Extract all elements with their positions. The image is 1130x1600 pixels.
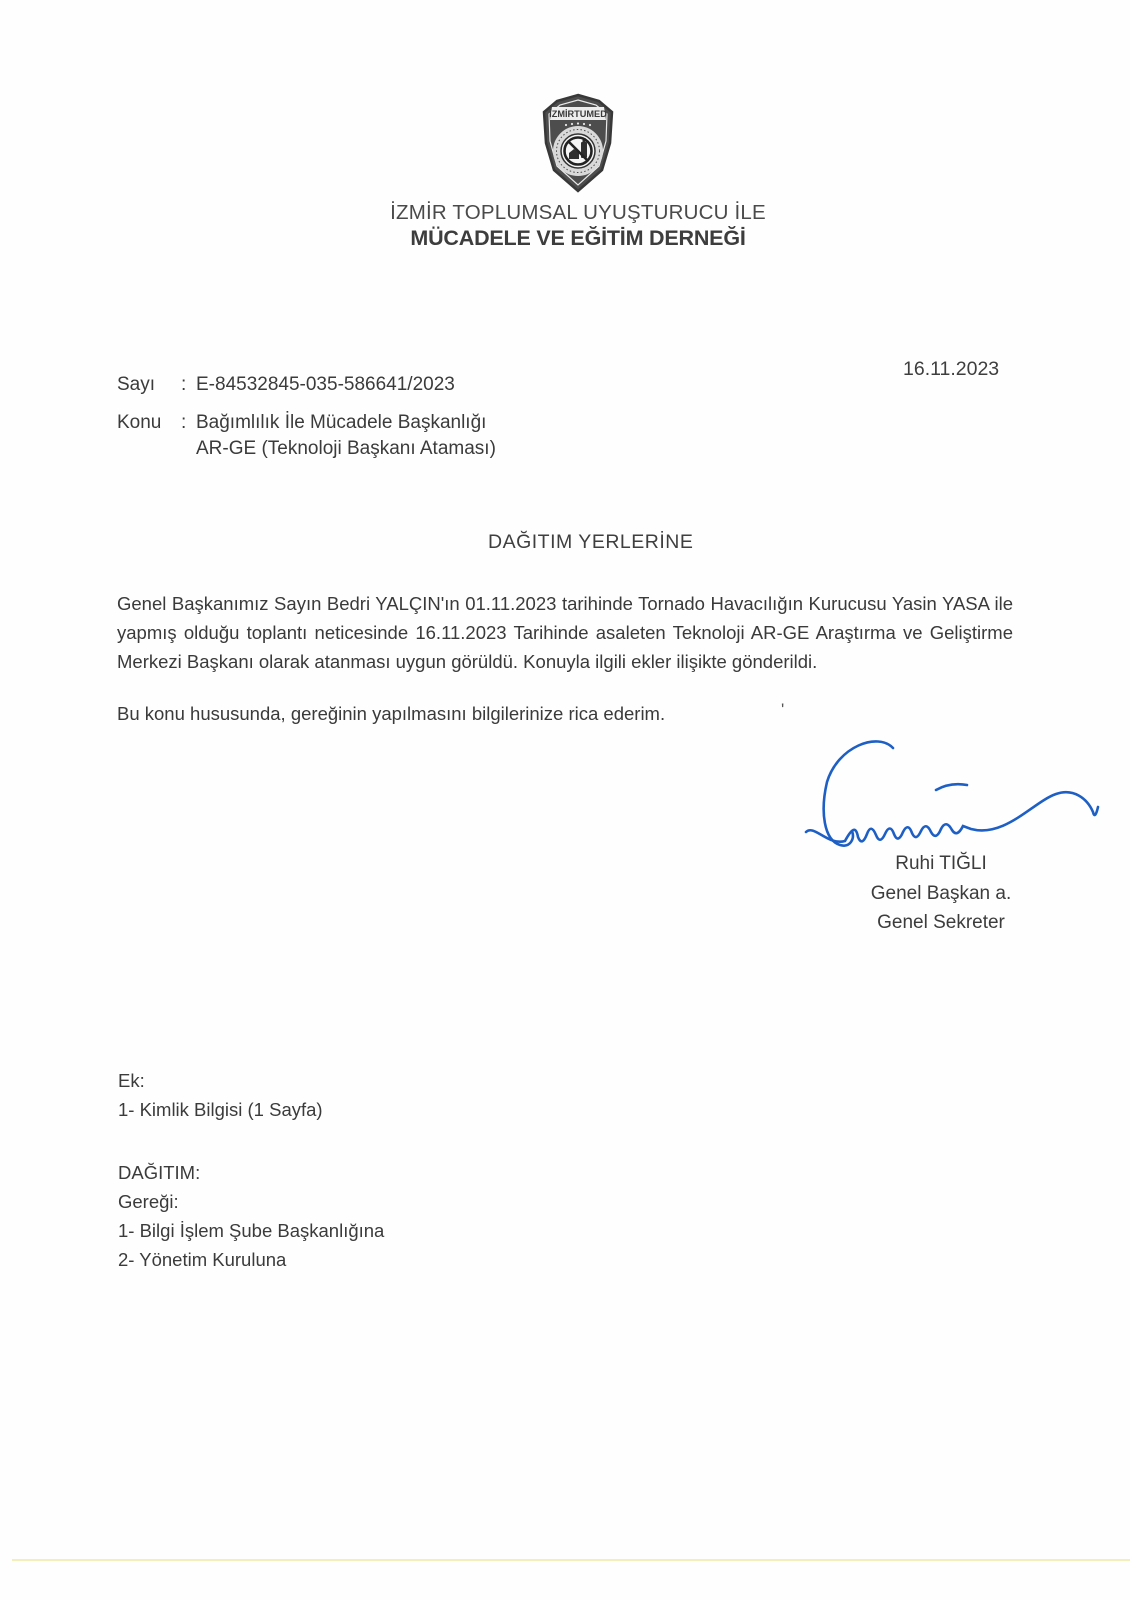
stray-scan-mark: ' xyxy=(781,700,785,719)
scan-artifact-line xyxy=(12,1559,1130,1561)
konu-value-line2: AR-GE (Teknoloji Başkanı Ataması) xyxy=(196,438,496,459)
handwritten-signature xyxy=(790,720,1120,860)
body-paragraph-2: Bu konu hususunda, gereğinin yapılmasını bilgilerinize rica ederim. xyxy=(117,703,666,724)
logo-acronym: İZMİRTUMED xyxy=(549,109,607,119)
org-name-line2: MÜCADELE VE EĞİTİM DERNEĞİ xyxy=(410,226,746,250)
distribution-item: 1- Bilgi İşlem Şube Başkanlığına xyxy=(118,1220,385,1241)
attachments-label: Ek: xyxy=(118,1070,145,1091)
signatory-name: Ruhi TIĞLI xyxy=(895,853,987,874)
distribution-geregi-label: Gereği: xyxy=(118,1191,179,1212)
attachments-block xyxy=(118,1066,323,1124)
konu-value-line1: Bağımlılık İle Mücadele Başkanlığı xyxy=(196,412,487,433)
signature-dash-stroke xyxy=(936,784,967,790)
signatory-title-1: Genel Başkan a. xyxy=(870,882,1012,904)
signatory-block xyxy=(856,849,1026,938)
konu-row xyxy=(117,412,486,434)
signature-tail-stroke xyxy=(806,792,1098,842)
attachment-item: 1- Kimlik Bilgisi (1 Sayfa) xyxy=(118,1099,323,1120)
sayi-label: Sayı xyxy=(117,374,156,395)
sayi-row xyxy=(117,374,455,396)
distribution-item: 2- Yönetim Kuruluna xyxy=(118,1249,287,1270)
konu-separator: : xyxy=(181,412,187,433)
konu-label: Konu xyxy=(117,412,162,433)
association-shield-logo xyxy=(540,93,616,193)
document-date: 16.11.2023 xyxy=(903,358,1000,380)
recipient-heading: DAĞITIM YERLERİNE xyxy=(488,531,694,553)
sayi-separator: : xyxy=(181,374,187,395)
sayi-value: E-84532845-035-586641/2023 xyxy=(196,374,455,395)
distribution-block xyxy=(118,1158,384,1274)
signatory-title-2: Genel Sekreter xyxy=(877,912,1005,933)
distribution-label: DAĞITIM: xyxy=(118,1162,201,1183)
body-paragraph-1: Genel Başkanımız Sayın Bedri YALÇIN'ın 01.11.2023 tarihinde Tornado Havacılığın Kurucusu Yasin YASA ile yapmış olduğu toplantı neticesinde 16.11.2023 Tarihinde asaleten Teknoloji AR-GE Araştırma ve Geliştirme Merkezi Başkanı olarak atanması uygun görüldü. Konuyla ilgili ekler ilişikte gönderildi. xyxy=(117,593,1013,672)
signature-loop-stroke xyxy=(824,741,893,845)
org-name-line1: İZMİR TOPLUMSAL UYUŞTURUCU İLE xyxy=(390,201,766,224)
